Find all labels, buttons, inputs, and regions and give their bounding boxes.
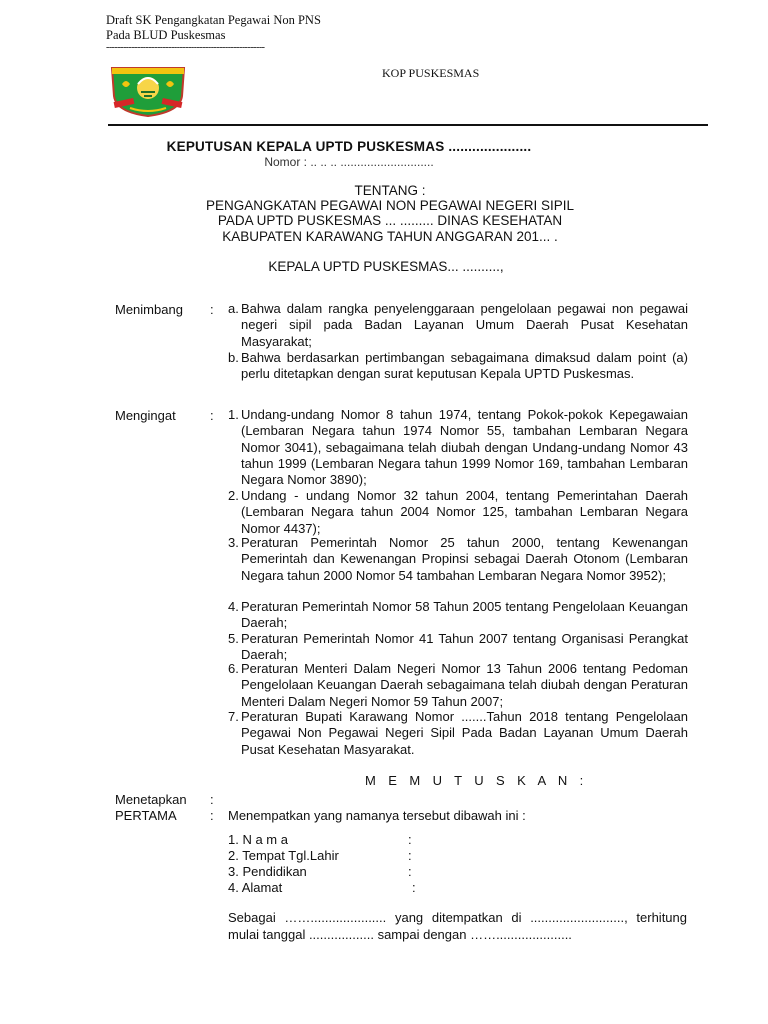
pertama-text: Menempatkan yang namanya tersebut dibawah ini : (228, 808, 526, 823)
item-text: Peraturan Pemerintah Nomor 41 Tahun 2007 tentang Organisasi Perangkat Daerah; (241, 631, 688, 663)
item-marker: 2. (228, 488, 239, 503)
subject-line-2: PADA UPTD PUSKESMAS ... ......... DINAS KESEHATAN (217, 213, 563, 228)
subject-line-3: KABUPATEN KARAWANG TAHUN ANGGARAN 201... . (222, 229, 558, 244)
memutuskan-heading: M E M U T U S K A N : (365, 773, 588, 788)
mengingat-label: Mengingat (115, 408, 176, 423)
field-pendidikan-colon: : (408, 864, 412, 879)
pertama-colon: : (210, 808, 214, 823)
draft-separator: -------------------------------------------------------- (106, 42, 265, 53)
issuer-line: KEPALA UPTD PUSKESMAS... .........., (268, 259, 504, 274)
draft-note (106, 13, 321, 43)
tentang-heading: TENTANG : (354, 183, 426, 198)
field-ttl-colon: : (408, 848, 412, 863)
letterhead-rule (108, 124, 708, 126)
item-text: Peraturan Menteri Dalam Negeri Nomor 13 Tahun 2006 tentang Pedoman Pengelolaan Keuangan Daerah sebagaimana telah diubah dengan Peraturan Menteri Dalam Negeri Nomor 59 Tahun 2007; (241, 661, 688, 709)
menimbang-label: Menimbang (115, 302, 183, 317)
menetapkan-colon: : (210, 792, 214, 807)
field-nama-label: 1. N a m a (228, 832, 288, 847)
decree-title: KEPUTUSAN KEPALA UPTD PUSKESMAS ..................... (166, 139, 532, 154)
draft-line-2: Pada BLUD Puskesmas (106, 28, 226, 42)
item-marker: 7. (228, 709, 239, 724)
item-marker: b. (228, 350, 239, 365)
item-text: Peraturan Bupati Karawang Nomor .......Tahun 2018 tentang Pengelolaan Pegawai Non Pegawai Negeri Sipil Pada Badan Layanan Umum Daerah Pusat Kesehatan Masyarakat. (241, 709, 688, 757)
pertama-label: PERTAMA (115, 808, 177, 823)
item-marker: 3. (228, 535, 239, 550)
karawang-regency-logo-icon (108, 62, 188, 118)
subject-line-1: PENGANGKATAN PEGAWAI NON PEGAWAI NEGERI SIPIL (205, 198, 575, 213)
placement-text: Sebagai ……..................... yang ditempatkan di .........................., terhitung mulai tanggal .................. sampai dengan ……..................... (228, 910, 687, 942)
item-marker: 6. (228, 661, 239, 676)
kop-label: KOP PUSKESMAS (382, 66, 480, 80)
item-text: Bahwa dalam rangka penyelenggaraan pengelolaan pegawai non pegawai negeri sipil pada Badan Layanan Umum Daerah Pusat Kesehatan Masyarakat; (241, 301, 688, 349)
item-text: Peraturan Pemerintah Nomor 25 tahun 2000, tentang Kewenangan Pemerintah dan Kewenangan Propinsi sebagai Daerah Otonom (Lembaran Negara tahun 2000 Nomor 54 tambahan Lembaran Negara Nomor 3952); (241, 535, 688, 583)
mengingat-colon: : (210, 408, 214, 423)
field-ttl-label: 2. Tempat Tgl.Lahir (228, 848, 339, 863)
draft-line-1: Draft SK Pengangkatan Pegawai Non PNS (106, 13, 321, 27)
item-text: Peraturan Pemerintah Nomor 58 Tahun 2005 tentang Pengelolaan Keuangan Daerah; (241, 599, 688, 631)
item-marker: 5. (228, 631, 239, 646)
field-pendidikan-label: 3. Pendidikan (228, 864, 307, 879)
menimbang-colon: : (210, 302, 214, 317)
item-text: Undang - undang Nomor 32 tahun 2004, tentang Pemerintahan Daerah (Lembaran Negara tahun 2004 Nomor 125, tambahan Lembaran Negara Nomor 4437); (241, 488, 688, 536)
field-alamat-label: 4. Alamat (228, 880, 283, 895)
item-marker: a. (228, 301, 239, 316)
item-text: Undang-undang Nomor 8 tahun 1974, tentang Pokok-pokok Kepegawaian (Lembaran Negara tahun 1974 Nomor 55, tambahan Lembaran Negara Nomor 3041), sebagaimana telah diubah dengan Undang-undang Nomor 43 tahun 1999 (Lembaran Negara tahun 1999 Nomor 169, tambahan Lembaran Negara Nomor 3890); (241, 407, 688, 488)
item-text: Bahwa berdasarkan pertimbangan sebagaimana dimaksud dalam point (a) perlu ditetapkan dengan surat keputusan Kepala UPTD Puskesmas. (241, 350, 688, 382)
field-nama-colon: : (408, 832, 412, 847)
decree-number: Nomor : .. .. .. ............................ (264, 155, 434, 169)
item-marker: 4. (228, 599, 239, 614)
field-alamat-colon: : (412, 880, 416, 895)
menetapkan-label: Menetapkan (115, 792, 187, 807)
item-marker: 1. (228, 407, 239, 422)
